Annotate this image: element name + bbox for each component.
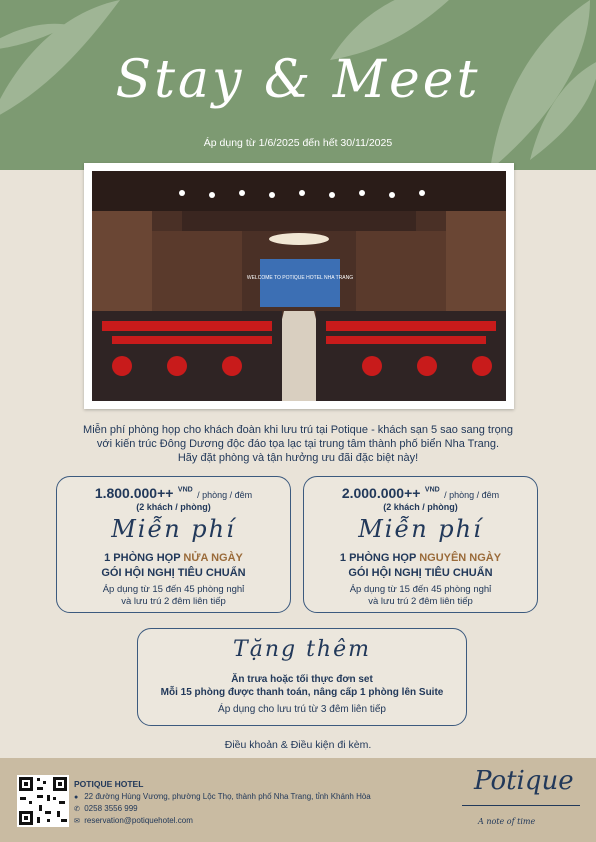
qr-code-icon[interactable] bbox=[17, 775, 69, 827]
price-currency: VND bbox=[177, 486, 193, 494]
header-banner bbox=[0, 0, 596, 170]
package-line: GÓI HỘI NGHỊ TIÊU CHUẨN bbox=[101, 567, 246, 579]
page-title: Stay & Meet bbox=[115, 50, 481, 110]
price-value: 1.800.000++ bbox=[94, 485, 174, 501]
condition-line: Áp dụng từ 15 đến 45 phòng nghỉ bbox=[349, 584, 492, 595]
offer-price bbox=[304, 485, 537, 503]
intro-line: Miễn phí phòng họp cho khách đoàn khi lưu trú tại Potique - khách sạn 5 sao sang trọng bbox=[83, 424, 513, 436]
condition-line: và lưu trú 2 đêm liên tiếp bbox=[368, 596, 473, 607]
price-currency: VND bbox=[424, 486, 440, 494]
free-label: Miễn phí bbox=[358, 515, 483, 543]
address-text: 22 đường Hùng Vương, phường Lộc Thọ, thành phố Nha Trang, tỉnh Khánh Hòa bbox=[84, 792, 371, 801]
location-pin-icon: ● bbox=[74, 794, 79, 801]
email-icon: ✉ bbox=[74, 818, 80, 825]
room-line bbox=[57, 552, 290, 564]
guests-note: (2 khách / phòng) bbox=[383, 502, 458, 512]
email-line[interactable] bbox=[74, 816, 193, 825]
validity-dates: Áp dụng từ 1/6/2025 đến hết 30/11/2025 bbox=[203, 137, 393, 149]
bonus-card bbox=[137, 628, 467, 726]
offer-card-full-day bbox=[303, 476, 538, 613]
address-line bbox=[74, 792, 371, 801]
offer-card-half-day bbox=[56, 476, 291, 613]
guests-note: (2 khách / phòng) bbox=[136, 502, 211, 512]
brand-logo: Potique bbox=[474, 766, 574, 796]
logo-underline bbox=[462, 805, 580, 806]
condition-text bbox=[304, 584, 537, 608]
phone-line[interactable] bbox=[74, 804, 138, 813]
ballroom-photo bbox=[92, 171, 506, 401]
free-label: Miễn phí bbox=[111, 515, 236, 543]
bonus-line: Ăn trưa hoặc tối thực đơn set bbox=[231, 674, 373, 685]
room-duration: NỬA NGÀY bbox=[183, 552, 243, 564]
package-line: GÓI HỘI NGHỊ TIÊU CHUẨN bbox=[348, 567, 493, 579]
intro-line: Hãy đặt phòng và tận hưởng ưu đãi đặc biệt này! bbox=[177, 452, 419, 464]
ballroom-illustration bbox=[92, 171, 506, 401]
email-text[interactable]: reservation@potiquehotel.com bbox=[84, 816, 193, 825]
price-per: / phòng / đêm bbox=[444, 490, 500, 500]
terms-note: Điều khoản & Điều kiện đi kèm. bbox=[224, 739, 372, 751]
condition-text bbox=[57, 584, 290, 608]
bonus-condition: Áp dụng cho lưu trú từ 3 đêm liên tiếp bbox=[218, 704, 386, 715]
phone-icon: ✆ bbox=[74, 806, 80, 813]
room-prefix: 1 PHÒNG HỌP bbox=[339, 552, 417, 564]
price-value: 2.000.000++ bbox=[341, 485, 421, 501]
condition-line: Áp dụng từ 15 đến 45 phòng nghỉ bbox=[102, 584, 245, 595]
screen-text: WELCOME TO POTIQUE HOTEL NHA TRANG bbox=[246, 275, 354, 281]
hotel-name: POTIQUE HOTEL bbox=[74, 779, 144, 789]
room-prefix: 1 PHÒNG HỌP bbox=[104, 552, 181, 564]
room-duration: NGUYÊN NGÀY bbox=[419, 552, 502, 564]
phone-text[interactable]: 0258 3556 999 bbox=[84, 804, 138, 813]
condition-line: và lưu trú 2 đêm liên tiếp bbox=[121, 596, 226, 607]
intro-text bbox=[30, 423, 566, 465]
offer-price bbox=[57, 485, 290, 503]
bonus-line: Mỗi 15 phòng được thanh toán, nâng cấp 1 phòng lên Suite bbox=[160, 687, 444, 698]
intro-line: với kiến trúc Đông Dương độc đáo tọa lạc tại trung tâm thành phố biển Nha Trang. bbox=[96, 438, 500, 450]
brand-tagline: A note of time bbox=[478, 817, 536, 826]
bonus-label: Tặng thêm bbox=[233, 637, 371, 662]
footer bbox=[0, 758, 596, 842]
photo-frame bbox=[84, 163, 514, 409]
room-line bbox=[304, 552, 537, 564]
bonus-details bbox=[138, 673, 466, 699]
price-per: / phòng / đêm bbox=[197, 490, 253, 500]
